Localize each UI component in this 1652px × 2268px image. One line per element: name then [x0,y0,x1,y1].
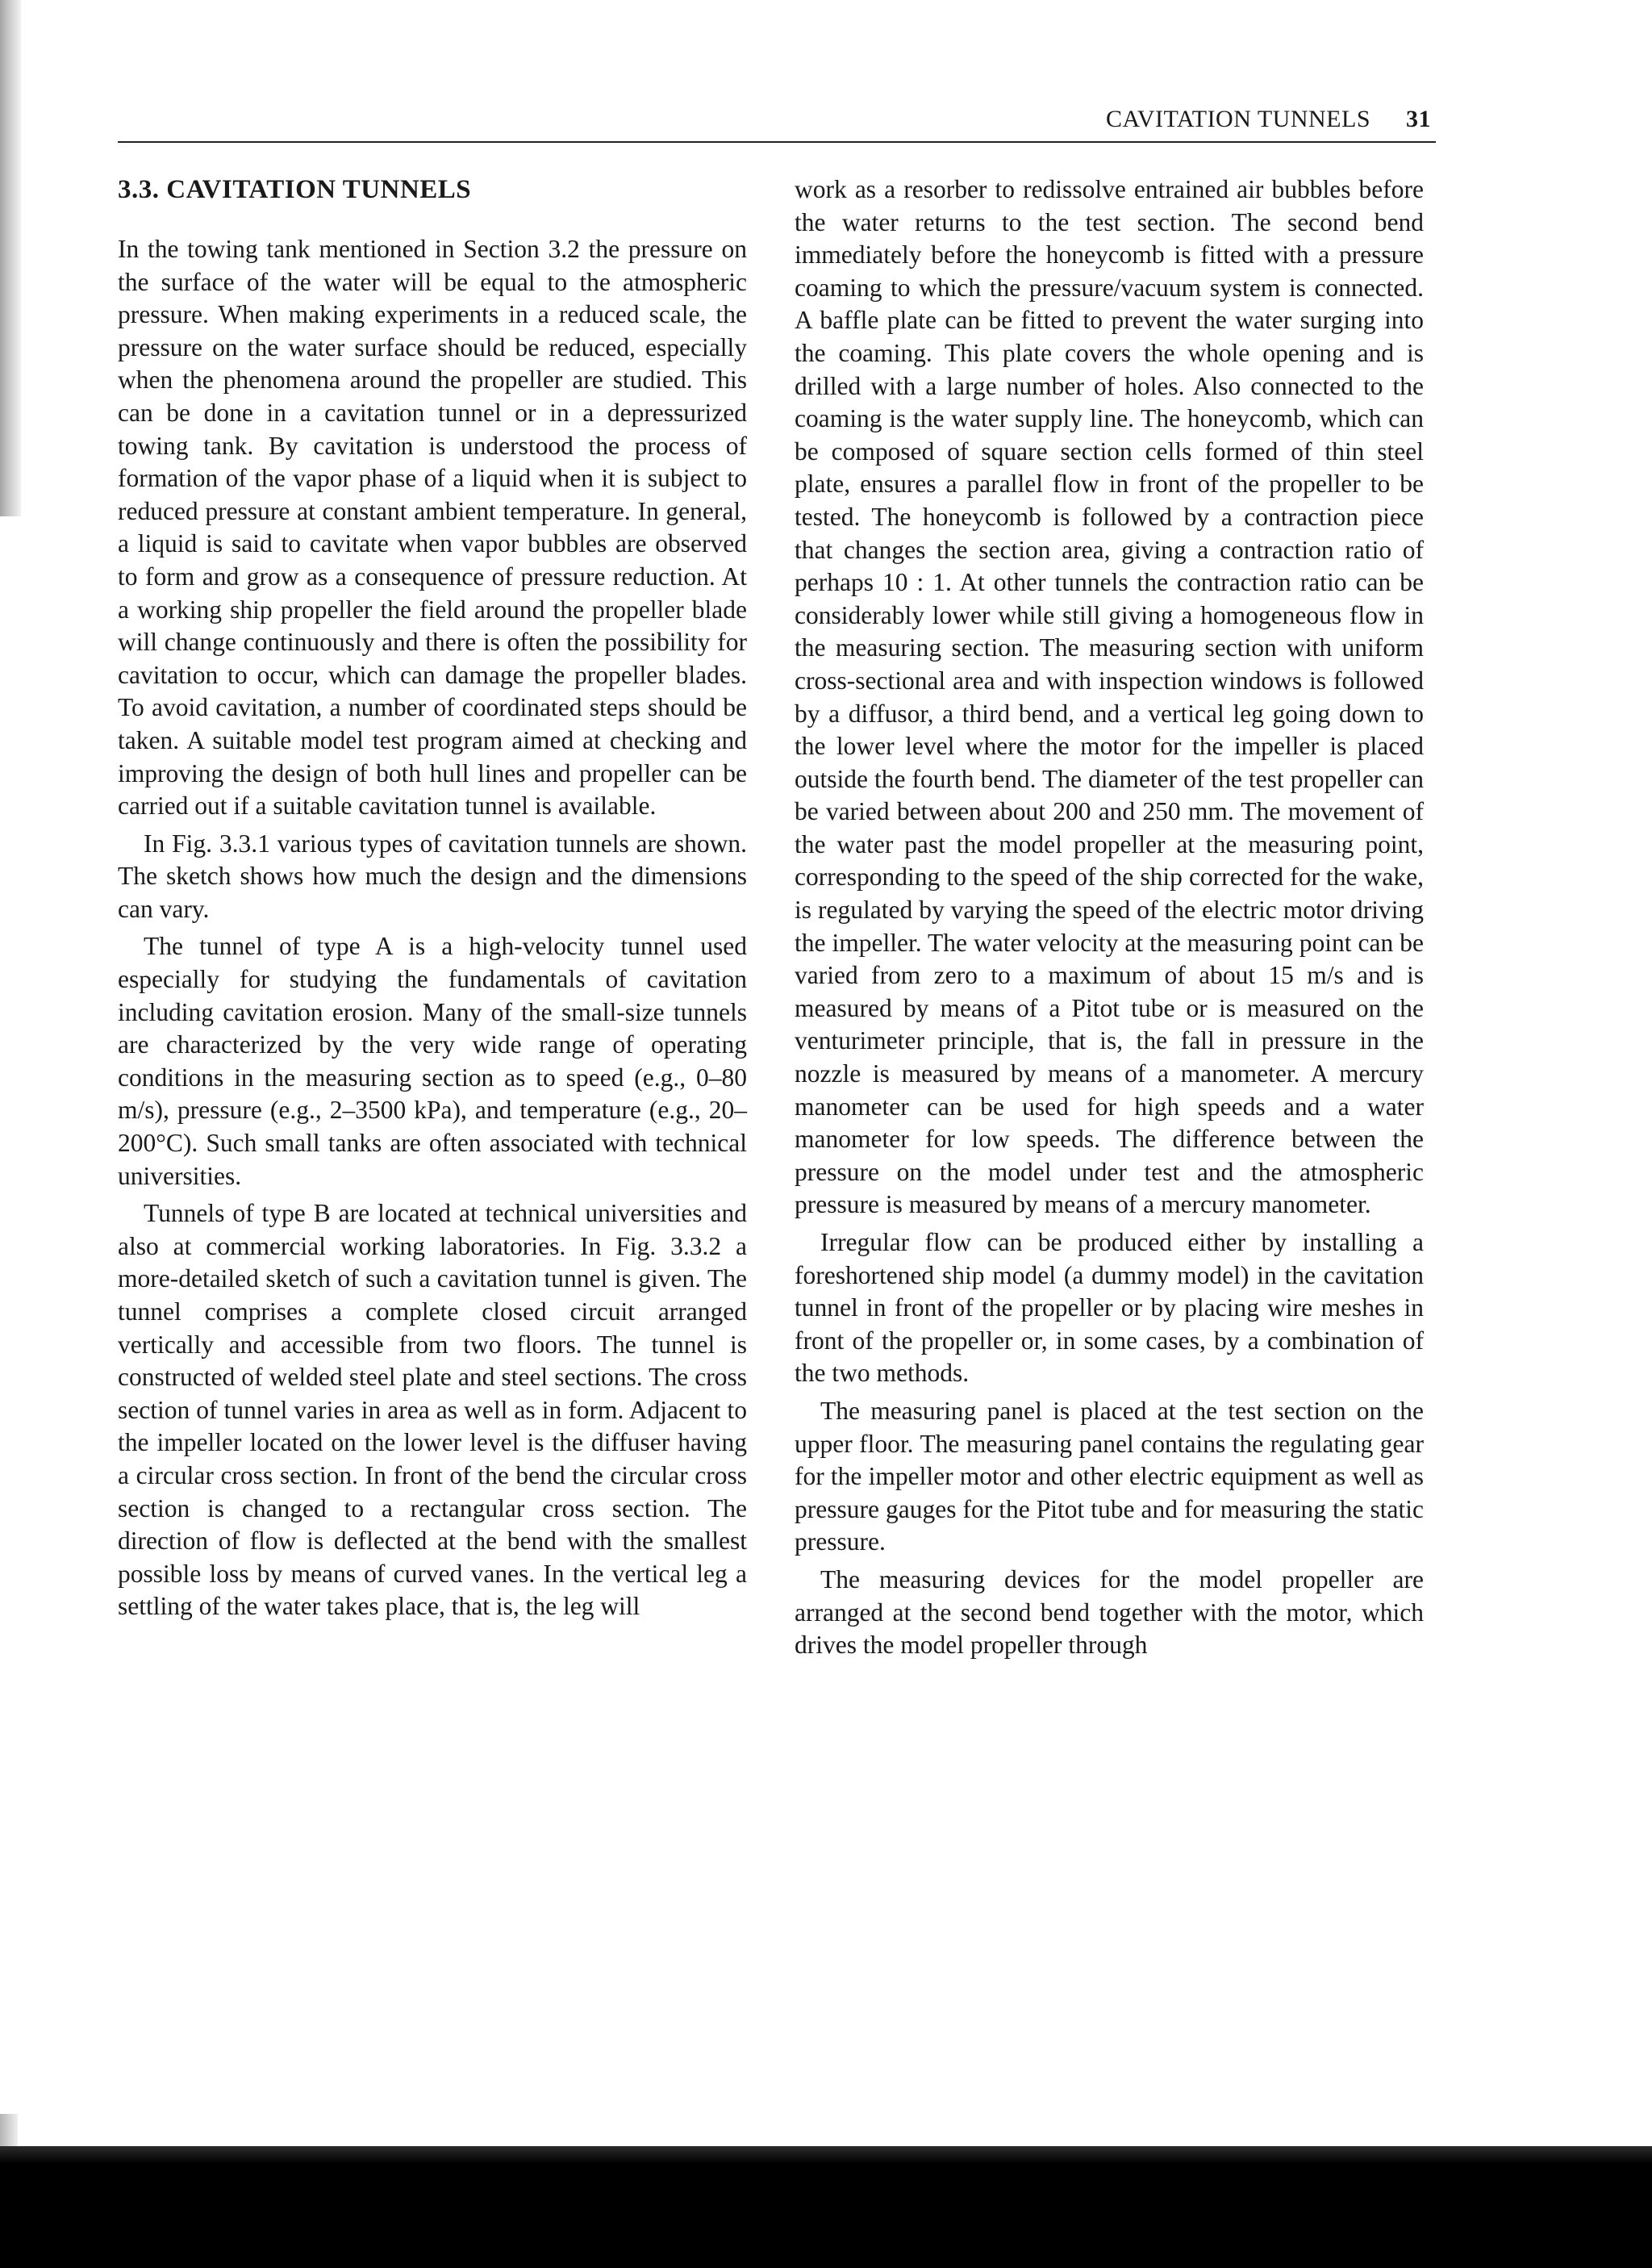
running-title: CAVITATION TUNNELS [1106,106,1370,132]
paragraph: work as a resorber to redissolve entrained air bubbles before the water returns to the test section. The second bend immediately before the honeycomb is fitted with a pressure coaming to which the pressure/vacuum system is connected. A baffle plate can be fitted to prevent the water surging into the coaming. This plate covers the whole opening and is drilled with a large number of holes. Also connected to the coaming is the water supply line. The honeycomb, which can be composed of square section cells formed of thin steel plate, ensures a parallel flow in front of the propeller to be tested. The honeycomb is followed by a contraction piece that changes the section area, giving a contraction ratio of perhaps 10 : 1. At other tunnels the contraction ratio can be considerably lower while still giving a homogeneous flow in the measuring section. The measuring section with uniform cross-sectional area and with inspection windows is followed by a diffusor, a third bend, and a vertical leg going down to the lower level where the motor for the impeller is placed outside the fourth bend. The diameter of the test propeller can be varied between about 200 and 250 mm. The movement of the water past the model propeller at the measuring point, corresponding to the speed of the ship corrected for the wake, is regulated by varying the speed of the electric motor driving the impeller. The water velocity at the measuring point can be varied from zero to a maximum of about 15 m/s and is measured by means of a Pitot tube or is measured on the venturimeter principle, that is, the fall in pressure in the nozzle is measured by means of a manometer. A mercury manometer can be used for high speeds and a water manometer for low speeds. The difference between the pressure on the model under test and the atmospheric pressure is measured by means of a mercury manometer. [795,175,1424,1219]
header-rule [118,141,1436,143]
paragraph: Tunnels of type B are located at technical universities and also at commercial working laboratories. In Fig. 3.3.2 a more-detailed sketch of such a cavitation tunnel is given. The tunnel comprises a complete closed circuit arranged vertically and accessible from two floors. The tunnel is constructed of welded steel plate and steel sections. The cross section of tunnel varies in area as well as in form. Adjacent to the impeller located on the lower level is the diffuser having a circular cross section. In front of the bend the circular cross section is changed to a rectangular cross section. The direction of flow is deflected at the bend with the smallest possible loss by means of curved vanes. In the vertical leg a settling of the water takes place, that is, the leg will [118,1199,747,1621]
left-column [118,173,747,1623]
paragraph: The measuring panel is placed at the test section on the upper floor. The measuring panel contains the regulating gear for the impeller motor and other electric equipment as well as pressure gauges for the Pitot tube and for measuring the static pressure. [795,1396,1424,1556]
right-column [795,173,1424,1662]
section-heading: 3.3. CAVITATION TUNNELS [118,175,472,204]
scanner-bottom-border [0,2146,1652,2268]
paragraph: In Fig. 3.3.1 various types of cavitation tunnels are shown. The sketch shows how much the design and the dimensions can vary. [118,829,747,923]
running-head [1106,106,1431,133]
scan-shadow-top-left [0,0,21,516]
paragraph: The tunnel of type A is a high-velocity tunnel used especially for studying the fundamentals of cavitation including cavitation erosion. Many of the small-size tunnels are characterized by the very wide range of operating conditions in the measuring section as to speed (e.g., 0–80 m/s), pressure (e.g., 2–3500 kPa), and temperature (e.g., 20–200°C). Such small tanks are often associated with technical universities. [118,932,747,1190]
page-number: 31 [1406,106,1431,132]
paragraph: The measuring devices for the model propeller are arranged at the second bend together with the motor, which drives the model propeller through [795,1564,1424,1660]
paragraph: In the towing tank mentioned in Section 3.2 the pressure on the surface of the water will be equal to the atmospheric pressure. When making experiments in a reduced scale, the pressure on the water surface should be reduced, especially when the phenomena around the propeller are studied. This can be done in a cavitation tunnel or in a depressurized towing tank. By cavitation is understood the process of formation of the vapor phase of a liquid when it is subject to reduced pressure at constant ambient temperature. In general, a liquid is said to cavitate when vapor bubbles are observed to form and grow as a consequence of pressure reduction. At a working ship propeller the field around the propeller blade will change continuously and there is often the possibility for cavitation to occur, which can damage the propeller blades. To avoid cavitation, a number of coordinated steps should be taken. A suitable model test program aimed at checking and improving the design of both hull lines and propeller can be carried out if a suitable cavitation tunnel is available. [118,235,747,821]
paragraph: Irregular flow can be produced either by installing a foreshortened ship model (a dummy model) in the cavitation tunnel in front of the propeller or by placing wire meshes in front of the propeller or, in some cases, by a combination of the two methods. [795,1228,1424,1388]
